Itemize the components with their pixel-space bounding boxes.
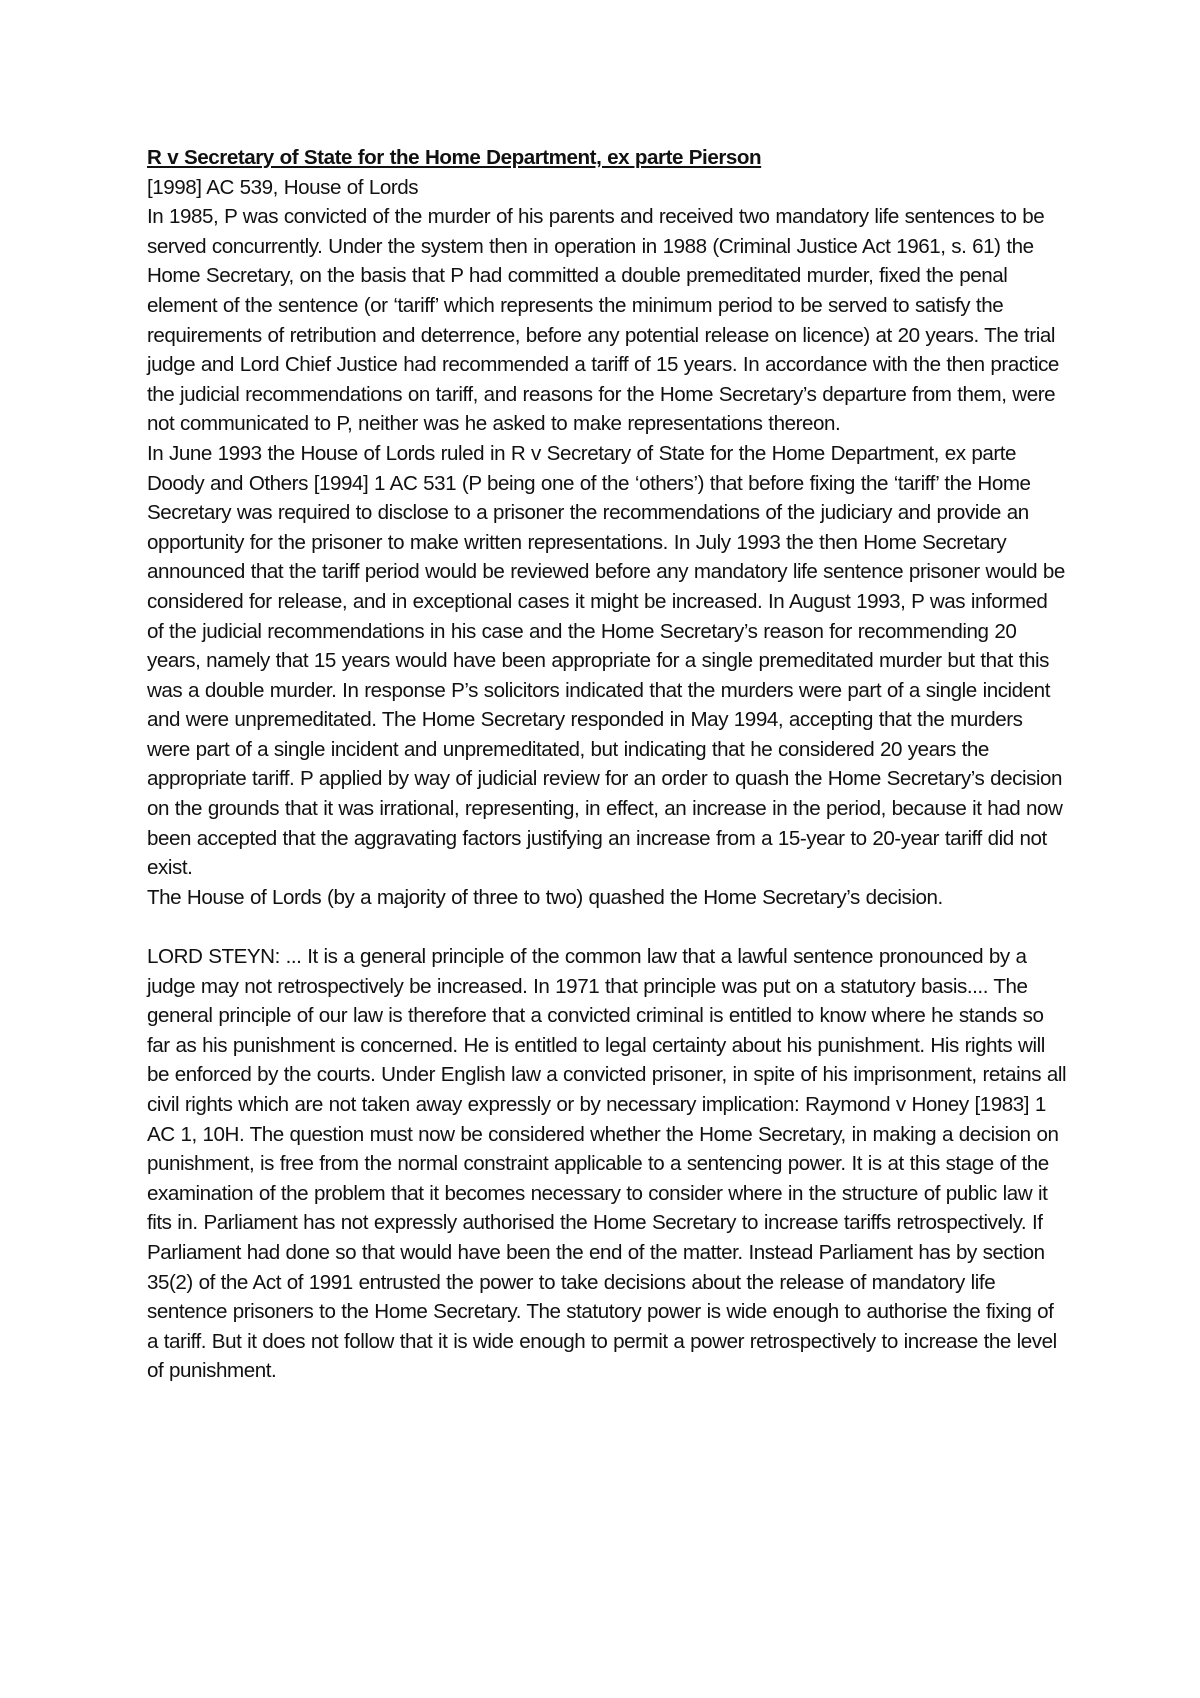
judgment-paragraph: LORD STEYN: ... It is a general principle of the common law that a lawful sentence pronounced by a judge may not retrospectively be increased. In 1971 that principle was put on a statutory basis.... The general principle of our law is therefore that a convicted criminal is entitled to know where he stands so far as his punishment is concerned. He is entitled to legal certainty about his punishment. His rights will be enforced by the courts. Under English law a convicted prisoner, in spite of his imprisonment, retains all civil rights which are not taken away expressly or by necessary implication: Raymond v Honey [1983] 1 AC 1, 10H. The question must now be considered whether the Home Secretary, in making a decision on punishment, is free from the normal constraint applicable to a sentencing power. It is at this stage of the examination of the problem that it becomes necessary to consider where in the structure of public law it fits in. Parliament has not expressly authorised the Home Secretary to increase tariffs retrospectively. If Parliament had done so that would have been the end of the matter. Instead Parliament has by section 35(2) of the Act of 1991 entrusted the power to take decisions about the release of mandatory life sentence prisoners to the Home Secretary. The statutory power is wide enough to authorise the fixing of a tariff. But it does not follow that it is wide enough to permit a power retrospectively to increase the level of punishment. (147, 945, 1067, 1383)
facts-paragraph: In June 1993 the House of Lords ruled in R v Secretary of State for the Home Department, ex parte Doody and Others [1994] 1 AC 531 (P being one of the ‘others’) that before fixing the ‘tariff’ the Home Secretary was required to disclose to a prisoner the recommendations of the judiciary and provide an opportunity for the prisoner to make written representations. In July 1993 the then Home Secretary announced that the tariff period would be reviewed before any mandatory life sentence prisoner would be considered for release, and in exceptional cases it might be increased. In August 1993, P was informed of the judicial recommendations in his case and the Home Secretary’s reason for recommending 20 years, namely that 15 years would have been appropriate for a single premeditated murder but that this was a double murder. In response P’s solicitors indicated that the murders were part of a single incident and were unpremeditated. The Home Secretary responded in May 1994, accepting that the murders were part of a single incident and unpremeditated, but indicating that he considered 20 years the appropriate tariff. P applied by way of judicial review for an order to quash the Home Secretary’s decision on the grounds that it was irrational, representing, in effect, an increase in the period, because it had now been accepted that the aggravating factors justifying an increase from a 15-year to 20-year tariff did not exist. (147, 441, 1065, 880)
case-title: R v Secretary of State for the Home Department, ex parte Pierson (147, 146, 762, 169)
paragraph-spacer (147, 912, 1067, 942)
facts-paragraph: In 1985, P was convicted of the murder of his parents and received two mandatory life sentences to be served concurrently. Under the system then in operation in 1988 (Criminal Justice Act 1961, s. 61) the Home Secretary, on the basis that P had committed a double premeditated murder, fixed the penal element of the sentence (or ‘tariff’ which represents the minimum period to be served to satisfy the requirements of retribution and deterrence, before any potential release on licence) at 20 years. The trial judge and Lord Chief Justice had recommended a tariff of 15 years. In accordance with the then practice the judicial recommendations on tariff, and reasons for the Home Secretary’s departure from them, were not communicated to P, neither was he asked to make representations thereon. (147, 205, 1059, 436)
document-page (147, 143, 1067, 1386)
holding-paragraph: The House of Lords (by a majority of three to two) quashed the Home Secretary’s decision. (147, 885, 943, 909)
case-citation: [1998] AC 539, House of Lords (147, 175, 419, 199)
